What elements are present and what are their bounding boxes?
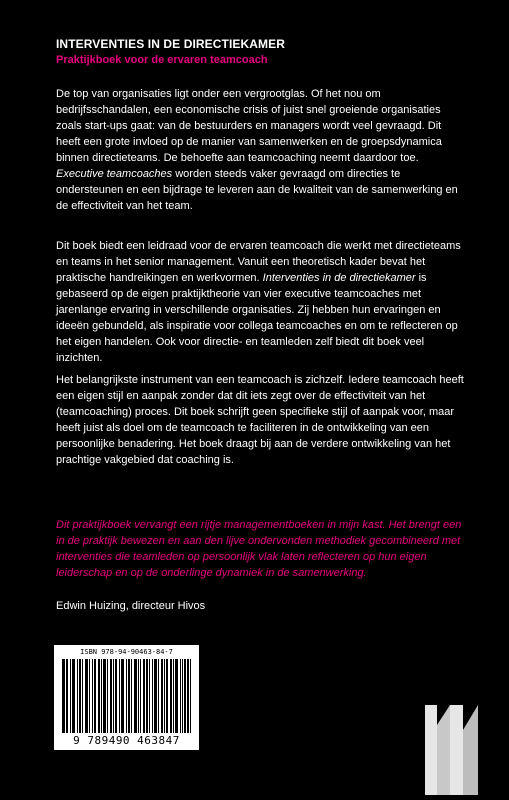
barcode-bar xyxy=(104,659,105,733)
barcode-bar xyxy=(185,659,186,733)
blurb-text: Dit boek biedt een leidraad voor de ervaren teamcoach die werkt met directieteams en teams in het senior management. Vanuit een theoretisch kader bevat het praktische handreikingen en werkvormen. xyxy=(56,240,461,284)
barcode-bar xyxy=(140,659,141,733)
barcode-bar xyxy=(176,659,177,733)
barcode-bar xyxy=(152,659,153,733)
barcode-bar xyxy=(138,659,139,733)
barcode-bar xyxy=(99,659,100,733)
barcode-bar xyxy=(105,659,106,733)
barcode-bar xyxy=(177,659,178,733)
barcode-bar xyxy=(161,659,162,733)
barcode-bar xyxy=(136,659,137,733)
barcode-bar xyxy=(190,659,191,733)
barcode-bar xyxy=(173,659,174,733)
barcode-bar xyxy=(67,659,68,733)
barcode-bar xyxy=(171,659,172,733)
barcode-bar xyxy=(143,659,144,733)
barcode-bar xyxy=(164,659,165,733)
barcode-bar xyxy=(98,659,99,733)
isbn-barcode xyxy=(54,645,199,750)
barcode-bar xyxy=(167,659,168,733)
barcode-bar xyxy=(122,659,123,733)
barcode-bar xyxy=(115,659,116,733)
blurb-emphasis: Executive teamcoaches xyxy=(56,168,173,180)
barcode-bar xyxy=(135,659,136,733)
barcode-bars xyxy=(62,659,191,733)
barcode-bar xyxy=(74,659,75,733)
barcode-bar xyxy=(73,659,74,733)
barcode-bar xyxy=(184,659,185,733)
isbn-label: ISBN 978-94-90463-84-7 xyxy=(80,648,173,656)
blurb-text: worden steeds vaker gevraagd om directies te ondersteunen en een bijdrage te leveren aan de kwaliteit van de samenwerking en de effectiviteit van het team. xyxy=(56,168,458,212)
barcode-bar xyxy=(94,659,95,733)
barcode-bar xyxy=(131,659,132,733)
barcode-bar xyxy=(79,659,80,733)
barcode-bar xyxy=(116,659,117,733)
barcode-bar xyxy=(129,659,130,733)
barcode-bar xyxy=(77,659,78,733)
barcode-bar xyxy=(89,659,90,733)
barcode-bar xyxy=(187,659,188,733)
barcode-bar xyxy=(155,659,156,733)
barcode-bar xyxy=(66,659,67,733)
barcode-bar xyxy=(63,659,64,733)
barcode-bar xyxy=(121,659,122,733)
barcode-bar xyxy=(156,659,157,733)
barcode-bar xyxy=(80,659,81,733)
barcode-bar xyxy=(72,659,73,733)
barcode-bar xyxy=(170,659,171,733)
barcode-bar xyxy=(119,659,120,733)
barcode-bar xyxy=(188,659,189,733)
barcode-bar xyxy=(147,659,148,733)
barcode-bar xyxy=(126,659,127,733)
barcode-bar xyxy=(113,659,114,733)
barcode-bar xyxy=(149,659,150,733)
barcode-bar xyxy=(86,659,87,733)
barcode-bar xyxy=(87,659,88,733)
barcode-bar xyxy=(182,659,183,733)
endorsement-quote: Dit praktijkboek vervangt een rijtje managementboeken in mijn kast. Het brengt een in de praktijk bewezen en aan den lijve ondervonden methodiek gecombineerd met interventies die teamleden op persoonlijk vlak laten reflecteren op hun eigen leiderschap en op de onderlinge dynamiek in de samenwerking. xyxy=(56,519,462,579)
barcode-bar xyxy=(166,659,167,733)
barcode-bar xyxy=(146,659,147,733)
barcode-digits: 9 789490 463847 xyxy=(73,734,180,747)
barcode-bar xyxy=(62,659,63,733)
blurb-text: is gebaseerd op de eigen praktijktheorie van vier executive teamcoaches met jarenlange ervaring in verschillende organisaties. Zij hebben hun ervaringen en ideeën gebundeld, als inspiratie voor collega teamcoaches en om te reflecteren op het eigen handelen. Ook voor directie- en teamleden zelf biedt dit boek veel inzichten. xyxy=(56,272,458,364)
barcode-bar xyxy=(103,659,104,733)
barcode-bar xyxy=(111,659,112,733)
barcode-bar xyxy=(162,659,163,733)
barcode-bar xyxy=(70,659,71,733)
barcode-bar xyxy=(95,659,96,733)
blurb-paragraph-3: Het belangrijkste instrument van een teamcoach is zichzelf. Iedere teamcoach heeft een eigen stijl en aanpak zonder dat dit iets zegt over de effectiviteit van het (teamcoaching) proces. Dit boek schrijft geen specifieke stijl of aanpak voor, maar heeft juist als doel om de teamcoach te faciliteren in de ontwikkeling van een persoonlijke benadering. Het boek draagt bij aan de verdere ontwikkeling van het prachtige vakgebied dat coaching is. xyxy=(56,374,464,466)
barcode-bar xyxy=(134,659,135,733)
blurb-paragraph-1 xyxy=(56,86,466,214)
barcode-bar xyxy=(85,659,86,733)
barcode-bar xyxy=(154,659,155,733)
barcode-bar xyxy=(123,659,124,733)
book-subtitle: Praktijkboek voor de ervaren teamcoach xyxy=(56,54,268,66)
endorsement-attribution: Edwin Huizing, directeur Hivos xyxy=(56,600,206,612)
barcode-bar xyxy=(144,659,145,733)
blurb-emphasis: Interventies in de directiekamer xyxy=(262,272,416,284)
barcode-bar xyxy=(110,659,111,733)
barcode-bar xyxy=(92,659,93,733)
barcode-bar xyxy=(128,659,129,733)
book-title: INTERVENTIES IN DE DIRECTIEKAMER xyxy=(56,37,286,51)
barcode-bar xyxy=(82,659,83,733)
barcode-bar xyxy=(64,659,65,733)
barcode-bar xyxy=(107,659,108,733)
blurb-paragraph-2 xyxy=(56,238,466,366)
blurb-text: De top van organisaties ligt onder een vergrootglas. Of het nou om bedrijfsschandalen, een economische crisis of juist snel groeiende organisaties zoals start-ups gaat: van de bestuurders en managers wordt veel gevraagd. Dit heeft een grote invloed op de manier van samenwerken en de groepsdynamica binnen directieteams. De behoefte aan teamcoaching neemt daardoor toe. xyxy=(56,88,442,164)
barcode-bar xyxy=(101,659,102,733)
barcode-bar xyxy=(158,659,159,733)
barcode-bar xyxy=(180,659,181,733)
barcode-bar xyxy=(175,659,176,733)
publisher-logo-icon xyxy=(420,705,490,795)
